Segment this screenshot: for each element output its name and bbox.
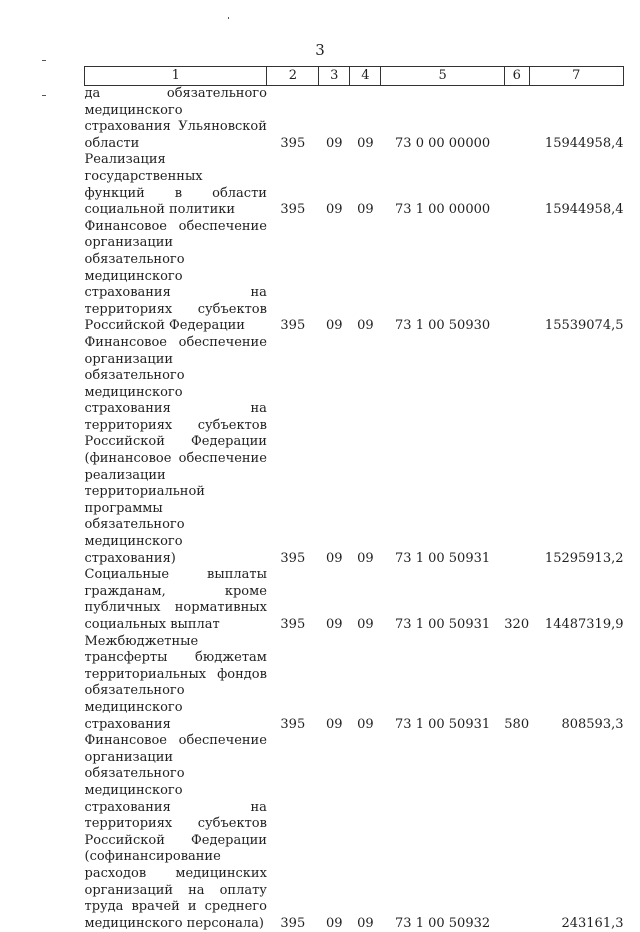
cell-c3: 09 xyxy=(326,550,343,566)
cell-c2: 395 xyxy=(280,135,306,151)
table-row xyxy=(85,219,624,335)
row-name: Финансовое обеспечение организации обязательного медицинского страхования на территориях субъектов Российской Федерации xyxy=(84,218,267,334)
table-row xyxy=(85,567,624,633)
table-row xyxy=(85,152,624,218)
cell-c3: 09 xyxy=(326,716,343,732)
cell-c7: 14487319,9 xyxy=(544,617,624,632)
cell-c6: 580 xyxy=(504,716,530,732)
cell-c7: 243161,3 xyxy=(561,915,624,931)
cell-c7: 15944958,4 xyxy=(544,135,624,151)
column-header: 7 xyxy=(529,67,623,86)
table-row xyxy=(85,335,624,567)
cell-c7: 808593,3 xyxy=(561,716,624,732)
column-header: 1 xyxy=(85,67,267,86)
cell-c4: 09 xyxy=(357,716,374,732)
cell-c2: 395 xyxy=(280,716,306,732)
cell-c3: 09 xyxy=(326,915,343,931)
cell-c2: 395 xyxy=(280,318,306,334)
table-row xyxy=(85,634,624,734)
column-header: 2 xyxy=(267,67,319,86)
cell-c3: 09 xyxy=(326,135,343,151)
cell-c6 xyxy=(504,733,529,932)
scan-mark xyxy=(42,60,46,61)
cell-c7: 15539074,5 xyxy=(544,318,624,334)
cell-c4: 09 xyxy=(357,915,374,931)
cell-c4: 09 xyxy=(357,318,374,334)
cell-c5: 73 1 00 50931 xyxy=(395,716,491,732)
cell-c5: 73 1 00 00000 xyxy=(395,202,491,218)
cell-c4: 09 xyxy=(357,617,374,632)
cell-c6: 320 xyxy=(504,617,530,632)
cell-c5: 73 1 00 50931 xyxy=(395,617,491,632)
cell-c4: 09 xyxy=(357,202,374,218)
cell-c5: 73 0 00 00000 xyxy=(395,135,491,151)
cell-c5: 73 1 00 50931 xyxy=(395,550,491,566)
row-name: Реализация государственных функций в области социальной политики xyxy=(84,152,267,218)
row-name: да обязательного медицинского страхования Ульяновской области xyxy=(84,86,267,151)
cell-c6 xyxy=(504,152,529,218)
row-name: Социальные выплаты гражданам, кроме публичных нормативных социальных выплат xyxy=(84,567,267,632)
column-header: 4 xyxy=(350,67,381,86)
cell-c2: 395 xyxy=(280,550,306,566)
cell-c3: 09 xyxy=(326,318,343,334)
budget-table xyxy=(84,66,624,932)
cell-c4: 09 xyxy=(357,550,374,566)
cell-c7: 15295913,2 xyxy=(544,550,624,566)
column-header: 5 xyxy=(381,67,504,86)
page-number: 3 xyxy=(315,41,325,59)
cell-c2: 395 xyxy=(280,915,306,931)
column-header: 6 xyxy=(504,67,529,86)
cell-c6 xyxy=(504,86,529,153)
cell-c2: 395 xyxy=(280,202,306,218)
cell-c6 xyxy=(504,335,529,567)
cell-c6 xyxy=(504,219,529,335)
scan-mark xyxy=(42,95,46,96)
row-name: Финансовое обеспечение организации обязательного медицинского страхования на территориях субъектов Российской Федерации (финансовое обеспечение реализации территориальной программы обязательного медицинского страхования) xyxy=(84,334,267,566)
header-row xyxy=(85,67,624,86)
cell-c4: 09 xyxy=(357,135,374,151)
table-row xyxy=(85,86,624,153)
cell-c5: 73 1 00 50932 xyxy=(395,915,491,931)
cell-c3: 09 xyxy=(326,202,343,218)
row-name: Финансовое обеспечение организации обязательного медицинского страхования на территориях субъектов Российской Федерации (софинансирование расходов медицинских организаций на оплату труда врачей и среднего медицинского персонала) xyxy=(84,733,267,931)
row-name: Межбюджетные трансферты бюджетам территориальных фондов обязательного медицинского страхования xyxy=(84,633,267,732)
cell-c7: 15944958,4 xyxy=(544,202,624,218)
cell-c3: 09 xyxy=(326,617,343,632)
column-header: 3 xyxy=(319,67,350,86)
table-row xyxy=(85,733,624,932)
cell-c5: 73 1 00 50930 xyxy=(395,318,491,334)
cell-c2: 395 xyxy=(280,617,306,632)
scan-mark xyxy=(228,17,229,19)
